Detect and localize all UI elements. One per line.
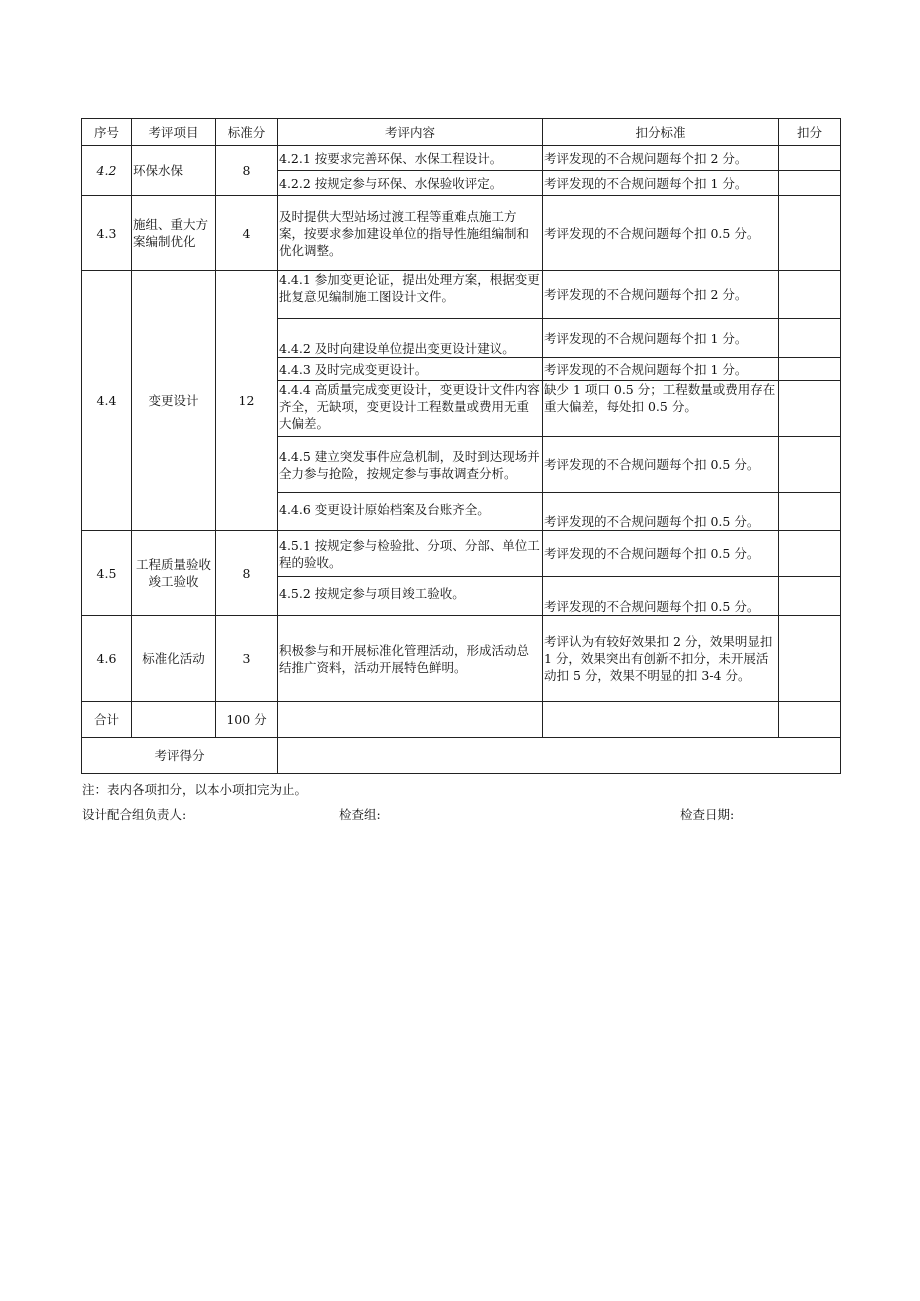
table-row	[82, 196, 841, 271]
evaluation-table	[81, 118, 841, 774]
content-cell: 4.2.2 按规定参与环保、水保验收评定。	[278, 171, 543, 196]
content-cell: 4.4.5 建立突发事件应急机制，及时到达现场并全力参与抢险，按规定参与事故调查分析。	[278, 437, 543, 493]
rule-cell: 缺少 1 项口 0.5 分；工程数量或费用存在重大偏差，每处扣 0.5 分。	[543, 381, 779, 437]
deduction-cell[interactable]	[779, 616, 841, 702]
rule-cell: 考评发现的不合规问题每个扣 1 分。	[543, 358, 779, 381]
rule-cell: 考评发现的不合规问题每个扣 1 分。	[543, 171, 779, 196]
deduction-cell[interactable]	[779, 381, 841, 437]
section-item: 变更设计	[132, 271, 216, 531]
header-item: 考评项目	[132, 119, 216, 146]
section-item: 标准化活动	[132, 616, 216, 702]
section-no: 4.5	[82, 531, 132, 616]
table-note: 注：表内各项扣分，以本小项扣完为止。	[82, 782, 308, 797]
content-cell: 积极参与和开展标准化管理活动，形成活动总结推广资料，活动开展特色鲜明。	[278, 616, 543, 702]
section-no: 4.2	[82, 146, 132, 196]
content-cell: 4.5.2 按规定参与项目竣工验收。	[278, 577, 543, 616]
section-score: 8	[216, 531, 278, 616]
rule-cell: 考评发现的不合规问题每个扣 0.5 分。	[543, 493, 779, 531]
content-cell: 及时提供大型站场过渡工程等重难点施工方案，按要求参加建设单位的指导性施组编制和优化调整。	[278, 196, 543, 271]
section-score: 12	[216, 271, 278, 531]
table-row	[82, 616, 841, 702]
table-header-row	[82, 119, 841, 146]
section-score: 3	[216, 616, 278, 702]
final-score-label: 考评得分	[82, 738, 278, 774]
total-row	[82, 702, 841, 738]
content-cell: 4.4.3 及时完成变更设计。	[278, 358, 543, 381]
content-cell: 4.5.1 按规定参与检验批、分项、分部、单位工程的验收。	[278, 531, 543, 577]
leader-signature-label: 设计配合组负责人:	[82, 807, 187, 822]
header-std-score: 标准分	[216, 119, 278, 146]
table-row	[82, 531, 841, 577]
section-item: 工程质量验收竣工验收	[132, 531, 216, 616]
content-cell: 4.4.4 高质量完成变更设计，变更设计文件内容齐全，无缺项，变更设计工程数量或费用无重大偏差。	[278, 381, 543, 437]
deduction-cell[interactable]	[779, 531, 841, 577]
total-label: 合计	[82, 702, 132, 738]
section-no: 4.4	[82, 271, 132, 531]
rule-cell: 考评发现的不合规问题每个扣 2 分。	[543, 271, 779, 319]
deduction-cell[interactable]	[779, 437, 841, 493]
section-score: 8	[216, 146, 278, 196]
deduction-cell[interactable]	[779, 358, 841, 381]
content-cell: 4.2.1 按要求完善环保、水保工程设计。	[278, 146, 543, 171]
rule-cell: 考评发现的不合规问题每个扣 2 分。	[543, 146, 779, 171]
rule-cell: 考评发现的不合规问题每个扣 0.5 分。	[543, 196, 779, 271]
header-deduction-rule: 扣分标准	[543, 119, 779, 146]
total-rule-cell	[543, 702, 779, 738]
rule-cell: 考评发现的不合规问题每个扣 0.5 分。	[543, 577, 779, 616]
deduction-cell[interactable]	[779, 196, 841, 271]
content-cell: 4.4.1 参加变更论证，提出处理方案，根据变更批复意见编制施工图设计文件。	[278, 271, 543, 319]
deduction-cell[interactable]	[779, 493, 841, 531]
header-content: 考评内容	[278, 119, 543, 146]
inspection-date-label: 检查日期:	[680, 807, 735, 822]
section-score: 4	[216, 196, 278, 271]
content-cell: 4.4.6 变更设计原始档案及台账齐全。	[278, 493, 543, 531]
deduction-cell[interactable]	[779, 146, 841, 171]
total-content-cell	[278, 702, 543, 738]
total-item-cell	[132, 702, 216, 738]
final-score-value[interactable]	[278, 738, 841, 774]
deduction-cell[interactable]	[779, 171, 841, 196]
section-item: 施组、重大方案编制优化	[132, 196, 216, 271]
section-no: 4.6	[82, 616, 132, 702]
deduction-cell[interactable]	[779, 271, 841, 319]
section-no: 4.3	[82, 196, 132, 271]
deduction-cell[interactable]	[779, 319, 841, 358]
final-score-row	[82, 738, 841, 774]
rule-cell: 考评认为有较好效果扣 2 分，效果明显扣 1 分，效果突出有创新不扣分，未开展活动扣 5 分，效果不明显的扣 3-4 分。	[543, 616, 779, 702]
table-row	[82, 146, 841, 171]
rule-cell: 考评发现的不合规问题每个扣 0.5 分。	[543, 531, 779, 577]
rule-cell: 考评发现的不合规问题每个扣 1 分。	[543, 319, 779, 358]
content-cell: 4.4.2 及时向建设单位提出变更设计建议。	[278, 319, 543, 358]
inspector-signature-label: 检查组:	[339, 807, 381, 822]
total-score: 100 分	[216, 702, 278, 738]
total-deduction-cell[interactable]	[779, 702, 841, 738]
rule-cell: 考评发现的不合规问题每个扣 0.5 分。	[543, 437, 779, 493]
table-row	[82, 271, 841, 319]
header-deduction: 扣分	[779, 119, 841, 146]
section-item: 环保水保	[132, 146, 216, 196]
header-no: 序号	[82, 119, 132, 146]
deduction-cell[interactable]	[779, 577, 841, 616]
